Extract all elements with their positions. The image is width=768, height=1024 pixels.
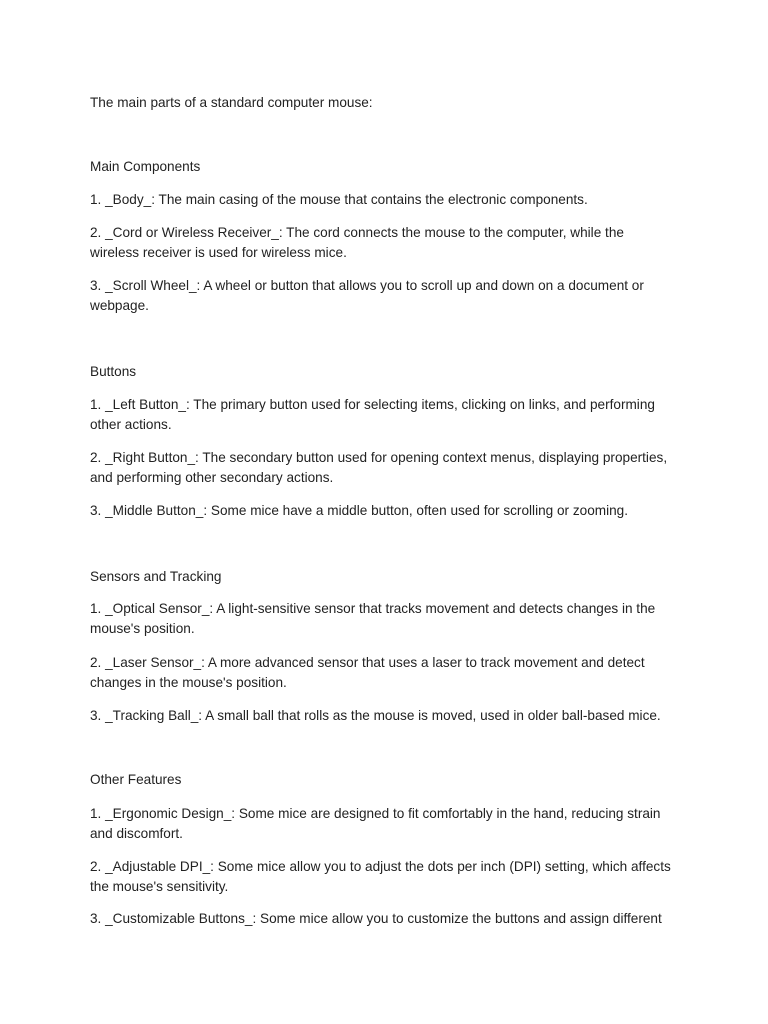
list-item-line: mouse's position.: [90, 621, 195, 636]
list-item: [90, 653, 690, 693]
list-item-line: and discomfort.: [90, 826, 183, 841]
section-heading-buttons: Buttons: [90, 364, 137, 379]
list-item-line: 3. _Tracking Ball_: A small ball that rolls as the mouse is moved, used in older ball-based mice.: [90, 708, 661, 723]
list-item: [90, 909, 690, 929]
list-item: [90, 190, 690, 210]
list-item-line: and performing other secondary actions.: [90, 470, 334, 485]
list-item: [90, 599, 690, 639]
list-item-line: wireless receiver is used for wireless mice.: [90, 245, 347, 260]
list-item: [90, 276, 690, 316]
list-item-line: 1. _Left Button_: The primary button used for selecting items, clicking on links, and performing: [90, 397, 655, 412]
list-item: [90, 501, 690, 521]
section-heading-other-features: Other Features: [90, 772, 182, 787]
list-item-line: 2. _Right Button_: The secondary button used for opening context menus, displaying properties,: [90, 450, 668, 465]
list-item-line: 2. _Laser Sensor_: A more advanced sensor that uses a laser to track movement and detect: [90, 655, 645, 670]
document-intro: The main parts of a standard computer mouse:: [90, 95, 373, 110]
list-item: [90, 857, 690, 897]
list-item-line: changes in the mouse's position.: [90, 675, 287, 690]
list-item-line: other actions.: [90, 417, 172, 432]
list-item: [90, 448, 690, 488]
list-item-line: 3. _Middle Button_: Some mice have a middle button, often used for scrolling or zooming.: [90, 503, 629, 518]
list-item-line: 3. _Customizable Buttons_: Some mice allow you to customize the buttons and assign different: [90, 911, 662, 926]
list-item-line: 3. _Scroll Wheel_: A wheel or button that allows you to scroll up and down on a document or: [90, 278, 644, 293]
list-item-line: 1. _Optical Sensor_: A light-sensitive sensor that tracks movement and detects changes in the: [90, 601, 656, 616]
list-item: [90, 395, 690, 435]
list-item-line: webpage.: [90, 298, 149, 313]
list-item-line: 2. _Cord or Wireless Receiver_: The cord connects the mouse to the computer, while the: [90, 225, 624, 240]
list-item-line: the mouse's sensitivity.: [90, 879, 229, 894]
list-item-line: 1. _Ergonomic Design_: Some mice are designed to fit comfortably in the hand, reducing strain: [90, 806, 661, 821]
list-item: [90, 804, 690, 844]
section-heading-sensors-and-tracking: Sensors and Tracking: [90, 569, 222, 584]
section-heading-main-components: Main Components: [90, 159, 201, 174]
list-item: [90, 223, 690, 263]
list-item-line: 1. _Body_: The main casing of the mouse that contains the electronic components.: [90, 192, 588, 207]
list-item: [90, 706, 690, 726]
list-item-line: 2. _Adjustable DPI_: Some mice allow you to adjust the dots per inch (DPI) setting, which affects: [90, 859, 671, 874]
